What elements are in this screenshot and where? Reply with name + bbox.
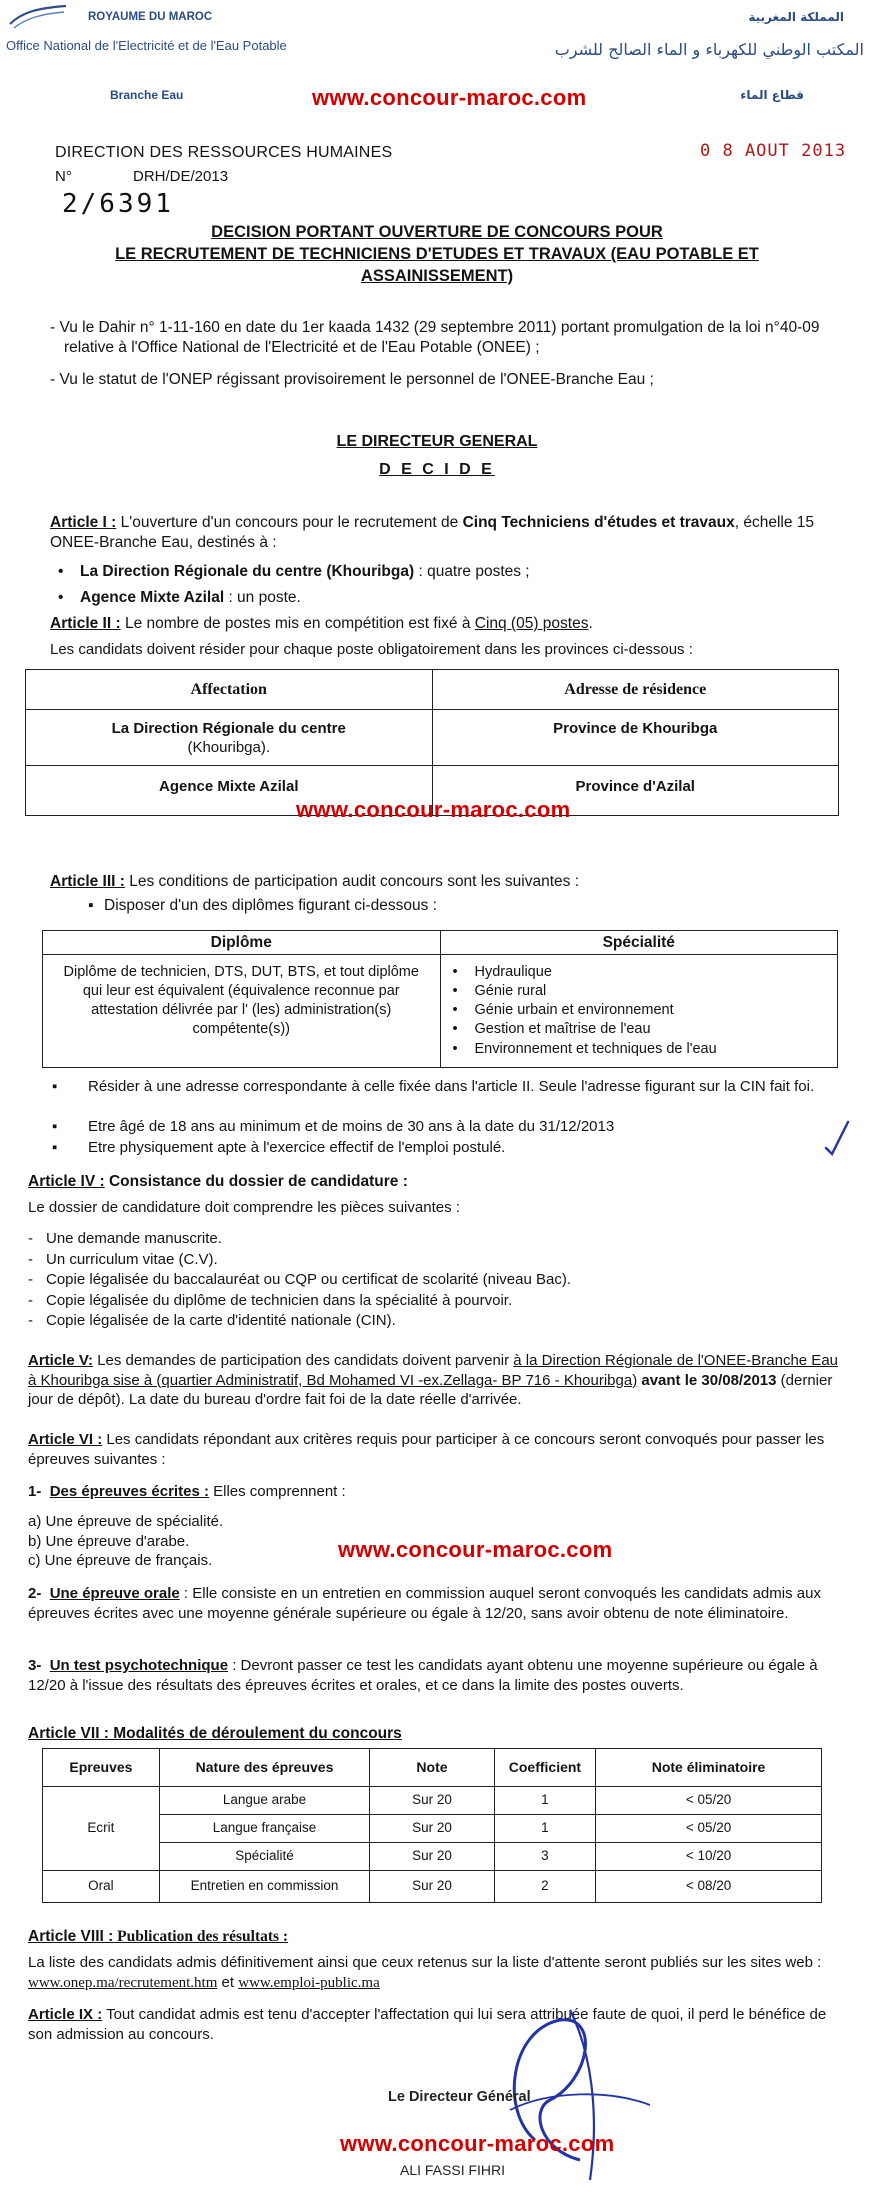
article-1-bold: Cinq Techniciens d'études et travaux bbox=[462, 514, 735, 531]
table-cell bbox=[26, 710, 433, 766]
table-header-row bbox=[43, 1749, 822, 1787]
table-row bbox=[43, 1815, 822, 1843]
kingdom-fr: ROYAUME DU MAROC bbox=[88, 11, 213, 23]
article-5-text-a: Les demandes de participation des candidats doivent parvenir bbox=[93, 1352, 514, 1369]
table-cell: < 10/20 bbox=[596, 1843, 822, 1871]
table-cell: Province de Khouribga bbox=[432, 710, 839, 766]
table-cell: 3 bbox=[494, 1843, 595, 1871]
signature-title: Le Directeur Général bbox=[388, 2089, 531, 2105]
section-text: : Elle consiste en un entretien en commission auquel seront convoqués les candidats admis aux épreuves écrites avec une moyenne générale supérieure ou égale à 12/20, sans avoir obtenu de note éliminatoire. bbox=[28, 1585, 821, 1622]
table-cell: Sur 20 bbox=[370, 1815, 495, 1843]
condition-fitness: ▪ Etre physiquement apte à l'exercice effectif de l'emploi postulé. bbox=[52, 1139, 506, 1156]
article-2-end: . bbox=[588, 615, 593, 632]
article-1 bbox=[50, 513, 840, 553]
onee-logo bbox=[8, 4, 68, 30]
table-cell: Agence Mixte Azilal bbox=[26, 766, 433, 816]
article-4-label: Article IV : bbox=[28, 1173, 105, 1190]
office-fr: Office National de l'Electricité et de l'Eau Potable bbox=[6, 38, 287, 53]
article-5-text-b: (dernier jour de dépôt). La date du bureau d'ordre fait foi de la date réelle d'arrivée. bbox=[28, 1371, 833, 1408]
article-2-underlined: Cinq (05) postes bbox=[474, 615, 589, 632]
specialite-item: • Hydraulique bbox=[452, 964, 552, 980]
branch-ar: قطاع الماء bbox=[740, 88, 804, 102]
specialite-text: Génie rural bbox=[474, 983, 547, 1000]
item-text: Une demande manuscrite. bbox=[46, 1230, 222, 1247]
list-item: • La Direction Régionale du centre (Khouribga) : quatre postes ; bbox=[58, 563, 530, 580]
table-row bbox=[43, 1787, 822, 1815]
deroulement-table bbox=[42, 1748, 822, 1903]
item-text: Un curriculum vitae (C.V). bbox=[46, 1250, 218, 1268]
title-line-2: LE RECRUTEMENT DE TECHNICIENS D'ETUDES ET TRAVAUX (EAU POTABLE ET bbox=[115, 244, 759, 263]
watermark-mid-2: www.concour-maroc.com bbox=[338, 1537, 613, 1562]
condition-residence: ▪ Résider à une adresse correspondante à celle fixée dans l'article II. Seule l'adresse figurant sur la CIN fait foi. bbox=[52, 1078, 815, 1095]
article-8-body: La liste des candidats admis définitivement ainsi que ceux retenus sur la liste d'attente seront publiés sur les sites web : bbox=[28, 1954, 822, 1971]
table-cell: < 05/20 bbox=[596, 1815, 822, 1843]
article-4-intro: Le dossier de candidature doit comprendre les pièces suivantes : bbox=[28, 1199, 460, 1216]
article-1-label: Article I : bbox=[50, 514, 117, 531]
epreuves-ecrites bbox=[28, 1482, 818, 1502]
epreuve-orale bbox=[28, 1584, 840, 1623]
condition-text: Résider à une adresse correspondante à celle fixée dans l'article II. Seule l'adresse figurant sur la CIN fait foi. bbox=[88, 1078, 815, 1095]
section-title: Un test psychotechnique bbox=[49, 1657, 229, 1674]
article-8-label: Article VIII : bbox=[28, 1928, 114, 1945]
specialite-item: • Génie urbain et environnement bbox=[452, 1002, 674, 1019]
article-5-address: à la Direction Régionale de l'ONEE-Branche Eau à Khouribga sise à (quartier Administratif, Bd Mohamed VI -ex.Zellaga- BP 716 - Khouribga) bbox=[28, 1352, 839, 1389]
item-text: Copie légalisée du diplôme de technicien dans la spécialité à pourvoir. bbox=[46, 1291, 513, 1309]
cell-sub: (Khouribga). bbox=[187, 738, 271, 756]
watermark-top: www.concour-maroc.com bbox=[312, 85, 587, 110]
director-general-heading: LE DIRECTEUR GENERAL bbox=[336, 433, 538, 450]
table-cell: 2 bbox=[494, 1871, 595, 1903]
table-cell: < 08/20 bbox=[596, 1871, 822, 1903]
table-header: Note bbox=[370, 1749, 495, 1787]
section-number: 3- bbox=[28, 1657, 42, 1674]
section-title: Des épreuves écrites : bbox=[49, 1483, 209, 1500]
list-item: - Copie légalisée de la carte d'identité nationale (CIN). bbox=[28, 1312, 396, 1329]
link-emploi-public[interactable]: www.emploi-public.ma bbox=[238, 1974, 380, 1991]
article-9-text: Tout candidat admis est tenu d'accepter l'affectation qui lui sera attribuée faute de quoi, il perd le bénéfice de son admission au concours. bbox=[28, 2006, 827, 2043]
list-item: - Un curriculum vitae (C.V). bbox=[28, 1250, 218, 1268]
specialite-text: Hydraulique bbox=[474, 964, 552, 980]
section-number: 1- bbox=[28, 1483, 42, 1500]
vu-statut: - Vu le statut de l'ONEP régissant provisoirement le personnel de l'ONEE-Branche Eau ; bbox=[50, 371, 654, 388]
list-item: - Copie légalisée du diplôme de technicien dans la spécialité à pourvoir. bbox=[28, 1291, 513, 1309]
specialite-text: Gestion et maîtrise de l'eau bbox=[474, 1021, 651, 1038]
item-bold: La Direction Régionale du centre (Khouribga) bbox=[80, 563, 415, 580]
decide-heading: D E C I D E bbox=[379, 461, 495, 478]
item-bold: Agence Mixte Azilal bbox=[80, 589, 225, 606]
article-7-label: Article VII : bbox=[28, 1725, 109, 1742]
article-6-label: Article VI : bbox=[28, 1431, 103, 1448]
table-cell: Ecrit bbox=[43, 1787, 160, 1871]
table-cell: < 05/20 bbox=[596, 1787, 822, 1815]
cell-bold: La Direction Régionale du centre bbox=[111, 720, 346, 737]
table-row bbox=[26, 710, 839, 766]
table-cell: Langue arabe bbox=[159, 1787, 369, 1815]
article-8 bbox=[28, 1927, 818, 1947]
affectation-table bbox=[25, 669, 839, 816]
table-header: Note éliminatoire bbox=[596, 1749, 822, 1787]
table-row bbox=[43, 1871, 822, 1903]
article-9-label: Article IX : bbox=[28, 2006, 103, 2023]
test-psychotechnique bbox=[28, 1656, 840, 1695]
title-line-1: DECISION PORTANT OUVERTURE DE CONCOURS POUR bbox=[211, 223, 663, 241]
condition-text: Etre âgé de 18 ans au minimum et de moins de 30 ans à la date du 31/12/2013 bbox=[88, 1118, 615, 1135]
article-9 bbox=[28, 2005, 840, 2044]
article-7-title: Modalités de déroulement du concours bbox=[108, 1725, 402, 1742]
specialite-item: • Gestion et maîtrise de l'eau bbox=[452, 1021, 651, 1038]
reference-line bbox=[55, 168, 229, 187]
list-item: b) Une épreuve d'arabe. bbox=[28, 1532, 190, 1550]
table-cell bbox=[440, 955, 838, 1068]
table-header: Adresse de résidence bbox=[432, 670, 839, 710]
article-2 bbox=[50, 614, 840, 634]
table-header-row bbox=[26, 670, 839, 710]
ref-number: 2/6391 bbox=[62, 189, 174, 219]
table-row bbox=[43, 955, 838, 1068]
article-5-deadline: avant le 30/08/2013 bbox=[637, 1371, 777, 1389]
table-cell: Entretien en commission bbox=[159, 1871, 369, 1903]
link-onep[interactable]: www.onep.ma/recrutement.htm bbox=[28, 1974, 218, 1991]
specialite-item: • Environnement et techniques de l'eau bbox=[452, 1040, 717, 1057]
item-text: Copie légalisée de la carte d'identité nationale (CIN). bbox=[46, 1312, 396, 1329]
item-text: Copie légalisée du baccalauréat ou CQP ou certificat de scolarité (niveau Bac). bbox=[46, 1271, 572, 1288]
specialite-text: Génie urbain et environnement bbox=[474, 1002, 674, 1019]
article-3 bbox=[50, 872, 840, 892]
article-8-text bbox=[28, 1953, 840, 1993]
date-stamp: 0 8 AOUT 2013 bbox=[700, 141, 847, 161]
table-cell: Sur 20 bbox=[370, 1787, 495, 1815]
article-4-title: Consistance du dossier de candidature : bbox=[104, 1173, 408, 1190]
article-6 bbox=[28, 1430, 840, 1469]
article-3-text: Les conditions de participation audit concours sont les suivantes : bbox=[124, 873, 580, 890]
article-8-title: Publication des résultats : bbox=[113, 1928, 289, 1945]
watermark-bottom: www.concour-maroc.com bbox=[340, 2131, 615, 2156]
checkmark-icon bbox=[822, 1118, 852, 1158]
vu-dahir: - Vu le Dahir n° 1-11-160 en date du 1er kaada 1432 (29 septembre 2011) portant promulgation de la loi n°40-09 relative à l'Office National de l'Electricité et de l'Eau Potable (ONEE) ; bbox=[50, 319, 820, 357]
article-6-text: Les candidats répondant aux critères requis pour participer à ce concours seront convoqués pour passer les épreuves suivantes : bbox=[28, 1431, 825, 1468]
item-rest: : un poste. bbox=[224, 589, 301, 606]
table-cell: Sur 20 bbox=[370, 1843, 495, 1871]
article-3-label: Article III : bbox=[50, 873, 125, 890]
list-item: • Agence Mixte Azilal : un poste. bbox=[58, 589, 301, 606]
article-7 bbox=[28, 1724, 818, 1744]
condition-age: ▪ Etre âgé de 18 ans au minimum et de moins de 30 ans à la date du 31/12/2013 bbox=[52, 1118, 615, 1135]
table-header: Affectation bbox=[26, 670, 433, 710]
watermark-mid-1: www.concour-maroc.com bbox=[296, 797, 571, 822]
table-cell: Oral bbox=[43, 1871, 160, 1903]
table-cell: Sur 20 bbox=[370, 1871, 495, 1903]
table-header: Diplôme bbox=[43, 931, 441, 955]
article-1-text-b: , échelle 15 ONEE-Branche Eau, destinés à : bbox=[50, 514, 815, 552]
list-item: - Copie légalisée du baccalauréat ou CQP ou certificat de scolarité (niveau Bac). bbox=[28, 1271, 572, 1288]
item-rest: : quatre postes ; bbox=[414, 563, 530, 580]
diplome-table bbox=[42, 930, 838, 1068]
section-text: Elles comprennent : bbox=[208, 1483, 346, 1500]
section-title: Une épreuve orale bbox=[49, 1585, 180, 1602]
table-header: Epreuves bbox=[43, 1749, 160, 1787]
section-number: 2- bbox=[28, 1585, 42, 1602]
table-cell: 1 bbox=[494, 1815, 595, 1843]
specialite-text: Environnement et techniques de l'eau bbox=[474, 1040, 717, 1057]
table-cell: Province d'Azilal bbox=[432, 766, 839, 816]
ref-code: DRH/DE/2013 bbox=[133, 168, 229, 185]
table-header: Coefficient bbox=[494, 1749, 595, 1787]
branch-fr: Branche Eau bbox=[110, 88, 184, 102]
signature-name: ALI FASSI FIHRI bbox=[400, 2162, 506, 2178]
article-4 bbox=[28, 1172, 818, 1192]
table-cell: Spécialité bbox=[159, 1843, 369, 1871]
condition-text: Etre physiquement apte à l'exercice effectif de l'emploi postulé. bbox=[88, 1139, 506, 1156]
dossier-list bbox=[28, 1229, 571, 1332]
table-header: Nature des épreuves bbox=[159, 1749, 369, 1787]
article-8-and: et bbox=[217, 1973, 239, 1991]
residence-text: Les candidats doivent résider pour chaque poste obligatoirement dans les provinces ci-dessous : bbox=[50, 641, 693, 658]
office-ar: المكتب الوطني للكهرباء و الماء الصالح للشرب bbox=[554, 40, 864, 59]
table-header: Spécialité bbox=[440, 931, 838, 955]
ref-label: N° bbox=[55, 168, 72, 185]
list-item: - Une demande manuscrite. bbox=[28, 1230, 222, 1247]
list-item: ▪ Disposer d'un des diplômes figurant ci-dessous : bbox=[88, 897, 437, 914]
section-text: : Devront passer ce test les candidats ayant obtenu une moyenne supérieure ou égale à 12/20 à l'issue des résultats des épreuves écrites et orales, et ce dans la limite des postes ouverts. bbox=[28, 1657, 818, 1694]
direction-label: DIRECTION DES RESSOURCES HUMAINES bbox=[55, 144, 393, 161]
table-cell: 1 bbox=[494, 1787, 595, 1815]
article-2-text: Le nombre de postes mis en compétition est fixé à bbox=[120, 615, 475, 632]
table-cell: Diplôme de technicien, DTS, DUT, BTS, et tout diplôme qui leur est équivalent (équivalence reconnue par attestation délivrée par l' (les) administration(s) compétente(s)) bbox=[43, 955, 441, 1068]
ecrites-list bbox=[28, 1512, 223, 1571]
decision-title bbox=[0, 222, 874, 287]
title-line-3: ASSAINISSEMENT) bbox=[360, 266, 514, 285]
table-row bbox=[43, 1843, 822, 1871]
article-1-text-a: L'ouverture d'un concours pour le recrutement de bbox=[116, 514, 463, 531]
table-header-row bbox=[43, 931, 838, 955]
list-item: c) Une épreuve de français. bbox=[28, 1552, 213, 1569]
article-5-label: Article V: bbox=[28, 1352, 94, 1369]
specialite-item: • Génie rural bbox=[452, 983, 547, 1000]
article-5 bbox=[28, 1351, 840, 1410]
item-text: Disposer d'un des diplômes figurant ci-dessous : bbox=[104, 897, 437, 914]
article-2-label: Article II : bbox=[50, 615, 121, 632]
list-item: a) Une épreuve de spécialité. bbox=[28, 1513, 224, 1530]
kingdom-ar: المملكة المغربية bbox=[748, 10, 844, 24]
table-cell: Langue française bbox=[159, 1815, 369, 1843]
